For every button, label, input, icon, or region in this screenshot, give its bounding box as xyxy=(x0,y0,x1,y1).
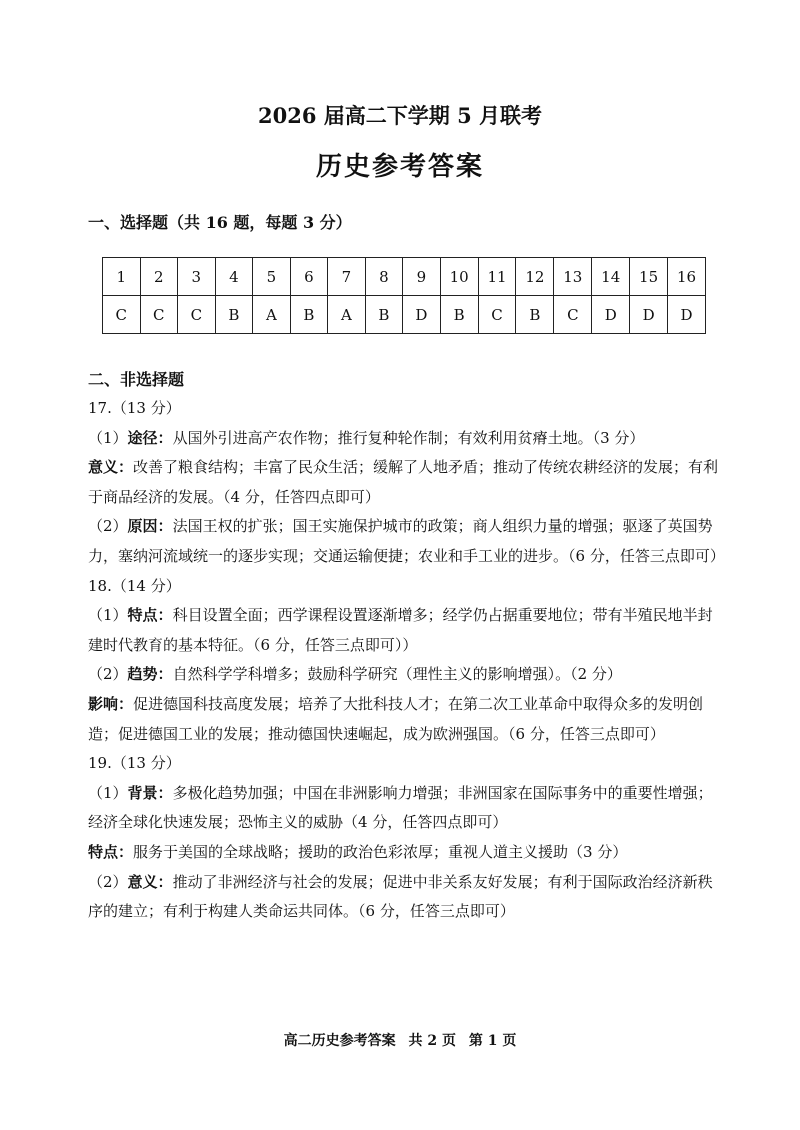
question-number: 14 xyxy=(592,258,630,296)
footer-total-pages: 共 2 页 xyxy=(408,1033,456,1049)
answer-label: 趋势： xyxy=(127,665,173,684)
answer-text: 从国外引进高产农作物；推行复种轮作制；有效利用贫瘠土地。（3 分） xyxy=(172,428,645,447)
question-number: 9 xyxy=(403,258,441,296)
question-17-part2 xyxy=(88,512,725,571)
answer-letter: D xyxy=(630,296,668,334)
document-title: 历史参考答案 xyxy=(315,152,484,182)
answer-letter: B xyxy=(440,296,478,334)
answer-letter: B xyxy=(290,296,328,334)
question-number: 6 xyxy=(290,258,328,296)
section-essay-heading: 二、非选择题 xyxy=(88,370,185,389)
answer-letter: D xyxy=(403,296,441,334)
question-18-part1 xyxy=(88,601,720,660)
question-number: 15 xyxy=(630,258,668,296)
answer-letter: B xyxy=(215,296,253,334)
answer-letter: B xyxy=(365,296,403,334)
answer-key-table xyxy=(102,257,706,334)
question-number: 7 xyxy=(328,258,366,296)
footer-doc-name: 高二历史参考答案 xyxy=(283,1033,396,1049)
question-18-part2 xyxy=(88,660,720,690)
question-number: 3 xyxy=(178,258,216,296)
question-number: 10 xyxy=(440,258,478,296)
answer-label: 意义： xyxy=(88,458,134,477)
essay-answers xyxy=(88,394,725,927)
answer-text: 科目设置全面；西学课程设置逐渐增多；经学仍占据重要地位；带有半殖民地半封建时代教育的基本特征。（6 分，任答三点即可）） xyxy=(88,606,713,654)
answer-text: 自然科学学科增多；鼓励科学研究（理性主义的影响增强）。（2 分） xyxy=(172,665,622,684)
part-prefix: （2） xyxy=(88,872,128,891)
question-number: 16 xyxy=(668,258,706,296)
page-footer xyxy=(0,1030,800,1050)
part-prefix: （2） xyxy=(88,665,128,684)
question-17-title: 17.（13 分） xyxy=(88,399,181,417)
answer-letter: A xyxy=(253,296,291,334)
answer-letter: B xyxy=(516,296,554,334)
part-prefix: （1） xyxy=(88,783,128,802)
answer-label: 原因： xyxy=(127,517,173,536)
question-17-significance xyxy=(88,453,720,512)
part-prefix: （2） xyxy=(88,517,128,536)
answer-label: 影响： xyxy=(88,694,134,713)
question-number: 8 xyxy=(365,258,403,296)
answer-text: 法国王权的扩张；国王实施保护城市的政策；商人组织力量的增强；驱逐了英国势力，塞纳河流域统一的逐步实现；交通运输便捷；农业和手工业的进步。（6 分，任答三点即可） xyxy=(88,517,725,565)
answer-label: 途径： xyxy=(127,428,173,447)
exam-title: 2026 届高二下学期 5 月联考 xyxy=(258,103,542,128)
answer-text: 多极化趋势加强；中国在非洲影响力增强；非洲国家在国际事务中的重要性增强；经济全球化快速发展；恐怖主义的威胁（4 分，任答四点即可） xyxy=(88,783,713,832)
answer-label: 特点： xyxy=(127,606,173,625)
part-prefix: （1） xyxy=(88,428,128,447)
question-number: 11 xyxy=(478,258,516,296)
question-18-title: 18.（14 分） xyxy=(88,576,181,595)
question-number: 1 xyxy=(103,258,141,296)
answer-label: 背景： xyxy=(127,783,173,802)
answer-letter: C xyxy=(478,296,516,334)
answer-row xyxy=(103,296,706,334)
question-18-impact xyxy=(88,690,720,749)
question-number-row xyxy=(103,258,706,296)
answer-letter: A xyxy=(328,296,366,334)
answer-letter: D xyxy=(668,296,706,334)
answer-text: 推动了非洲经济与社会的发展；促进中非关系友好发展；有利于国际政治经济新秩序的建立；有利于构建人类命运共同体。（6 分，任答三点即可） xyxy=(88,872,713,921)
question-19-title: 19.（13 分） xyxy=(88,754,181,773)
question-19-part1 xyxy=(88,779,720,838)
question-19-part2 xyxy=(88,868,720,927)
footer-page-number: 第 1 页 xyxy=(468,1033,517,1049)
question-number: 5 xyxy=(253,258,291,296)
answer-letter: C xyxy=(140,296,178,334)
answer-letter: D xyxy=(592,296,630,334)
part-prefix: （1） xyxy=(88,606,128,625)
answer-letter: C xyxy=(103,296,141,334)
question-number: 4 xyxy=(215,258,253,296)
answer-text: 服务于美国的全球战略；援助的政治色彩浓厚；重视人道主义援助（3 分） xyxy=(133,842,628,861)
answer-label: 意义： xyxy=(127,872,173,891)
question-number: 12 xyxy=(516,258,554,296)
answer-label: 特点： xyxy=(88,842,134,861)
answer-text: 改善了粮食结构；丰富了民众生活；缓解了人地矛盾；推动了传统农耕经济的发展；有利于商品经济的发展。（4 分，任答四点即可） xyxy=(88,458,719,506)
answer-text: 促进德国科技高度发展；培养了大批科技人才；在第二次工业革命中取得众多的发明创造；促进德国工业的发展；推动德国快速崛起，成为欧洲强国。（6 分，任答三点即可） xyxy=(88,694,704,743)
question-19-features xyxy=(88,838,720,868)
question-number: 13 xyxy=(554,258,592,296)
section-multiple-choice-heading: 一、选择题（共 16 题，每题 3 分） xyxy=(88,213,352,232)
answer-letter: C xyxy=(178,296,216,334)
question-17-part1 xyxy=(88,424,720,454)
answer-letter: C xyxy=(554,296,592,334)
question-number: 2 xyxy=(140,258,178,296)
